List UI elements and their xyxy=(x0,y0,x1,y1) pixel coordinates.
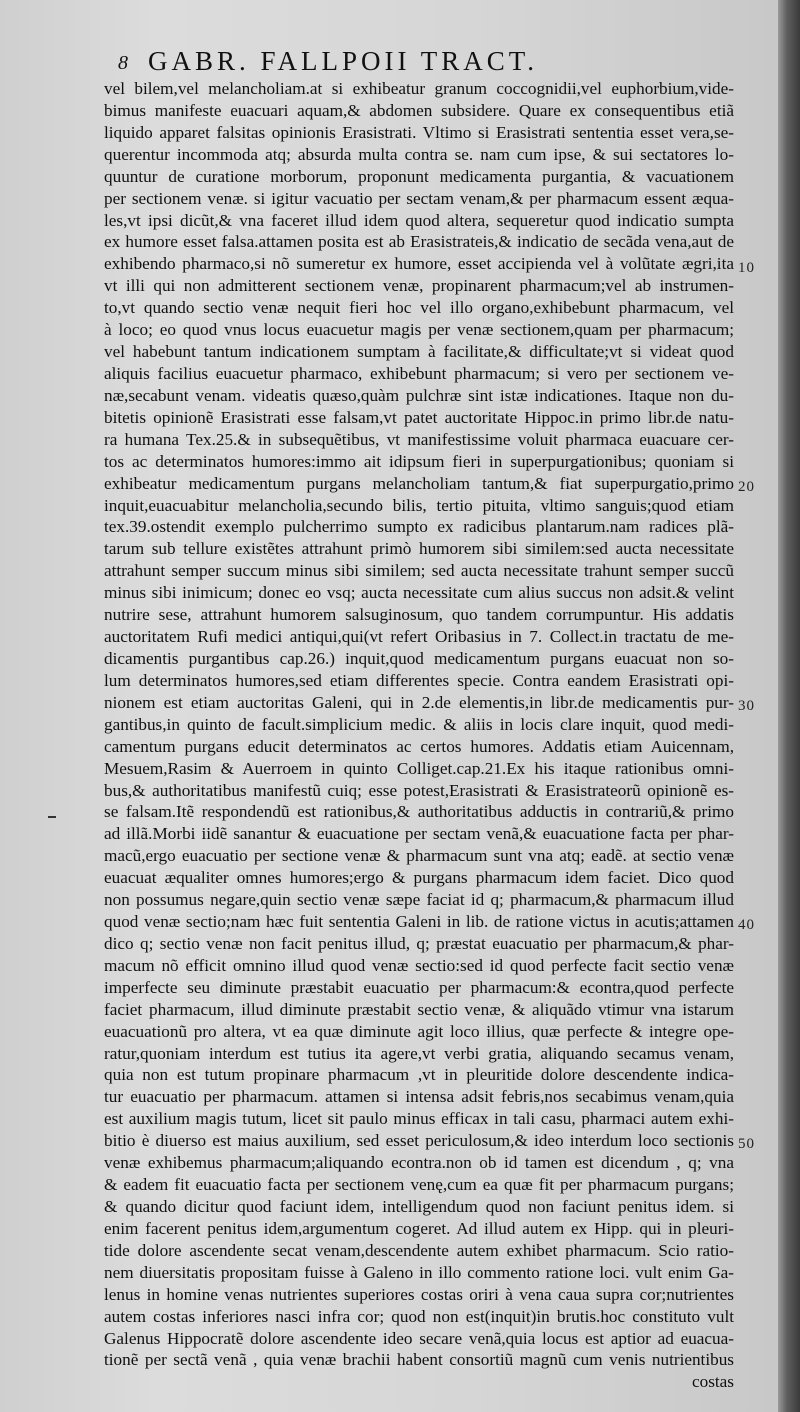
text-line: dico q; sectio venæ non facit penitus illud, q; præstat euacuatio per pharmacum,& phar- xyxy=(104,933,734,953)
text-line: ra humana Tex.25.& in subsequẽtibus, vt manifestissime voluit pharmaca euacuare cer- xyxy=(104,429,734,449)
text-line: Mesuem,Rasim & Auerroem in quinto Colliget.cap.21.Ex his itaque rationibus omni- xyxy=(104,758,734,778)
text-line: se falsam.Itẽ respondendũ est rationibus,& authoritatibus adductis in contrariũ,& primo xyxy=(104,802,734,822)
folio-number: 8 xyxy=(118,52,128,74)
text-line: euacuat æqualiter omnes humores;ergo & purgans pharmacum idem faciet. Dico quod xyxy=(104,868,734,888)
text-line: auctoritatem Rufi medici antiqui,qui(vt refert Oribasius in 7. Collect.in tractatu de me- xyxy=(104,627,734,647)
text-line: lenus in homine venas nutrientes superiores costas oriri à vena caua supra cor;nutrientes xyxy=(104,1284,734,1304)
text-line: macum nõ efficit omnino illud quod venæ sectio:sed id quod perfecte facit sectio venæ xyxy=(104,955,734,975)
text-line: nutrire sese, attrahunt humorem salsuginosum, quo tandem corrumpuntur. His addatis xyxy=(104,605,734,625)
text-line: tur euacuatio per pharmacum. attamen si intensa adsit febris,nos secabimus venam,quia xyxy=(104,1087,734,1107)
text-line: ex humore esset falsa.attamen posita est ab Erasistrateis,& indicatio de secãda vena,aut de xyxy=(104,232,734,252)
text-line: bimus manifeste euacuari aquam,& abdomen subsidere. Quare ex consequentibus etiã xyxy=(104,100,734,120)
text-line: exhibendo pharmaco,si nõ sumeretur ex humore, esset accipienda vel à volũtate ægri,ita xyxy=(104,254,734,274)
text-line: non possumus negare,quin sectio venæ sæpe faciat id q; pharmacum,& pharmacum illud xyxy=(104,890,734,910)
text-line: aliquis facilius euacuetur pharmaco, exhibebunt pharmacum; si vero per sectionem ve- xyxy=(104,363,734,383)
text-line: to,vt quando sectio venæ nequit fieri hoc vel illo organo,exhibebunt pharmacum, vel xyxy=(104,298,734,318)
text-line: bus,& authoritatibus manifestũ cuiq; esse potest,Erasistrati & Erasistrateorũ opinionẽ es- xyxy=(104,780,734,800)
text-line: vel bilem,vel melancholiam.at si exhibeatur granum coccognidii,vel euphorbium,vide- xyxy=(104,79,734,98)
body-text xyxy=(104,78,734,1393)
text-line: tionẽ per sectã venã , quia venæ brachii habent consortiũ magnũ cum venis nutrientibus xyxy=(104,1350,734,1370)
text-line: vt illi qui non admitterent sectionem venæ, propinarent pharmacum;vel ab instrumen- xyxy=(104,276,734,296)
page-header xyxy=(100,46,760,76)
text-line: dicamentis purgantibus cap.26.) inquit,quod medicamentum purgans euacuat non so- xyxy=(104,648,734,668)
text-line: tex.39.ostendit exemplo pulcherrimo sumpto ex radicibus plantarum.nam radices plã- xyxy=(104,517,734,537)
text-line: inquit,euacuabitur melancholia,secundo bilis, tertio pituita, vltimo sanguis;quod etiam xyxy=(104,495,734,515)
text-line: bitetis opinionẽ Erasistrati esse falsam,vt patet auctoritate Hippoc.in primo libr.de natu- xyxy=(104,407,734,427)
text-line: tos ac determinatos humores:immo ait idipsum fieri in superpurgationibus; quoniam si xyxy=(104,451,734,471)
margin-line-number: 20 xyxy=(738,479,755,495)
text-line: macũ,ergo euacuatio per sectione venæ & pharmacum sunt vna atq; eadẽ. at sectio venæ xyxy=(104,846,734,866)
text-line: attrahunt semper succum minus sibi similem; sed aucta necessitate trahunt semper succũ xyxy=(104,561,734,581)
text-line: næ,secabunt venam. videatis quæso,quàm pulchræ sint istæ indicationes. Itaque non du- xyxy=(104,385,734,405)
text-line: est auxilium magis tutum, licet sit paulo minus efficax in tali casu, pharmaci autem exhi- xyxy=(104,1109,734,1129)
text-line: minus sibi inimicum; donec eo vsq; aucta necessitate cum alius succus non adsit.& velint xyxy=(104,583,734,603)
margin-dash-mark xyxy=(48,816,56,818)
text-line: camentum purgans educit determinatos ac certos humores. Addatis etiam Auicennam, xyxy=(104,736,734,756)
text-line: nionem est etiam auctoritas Galeni, qui in 2.de elementis,in libr.de medicamentis pur- xyxy=(104,692,734,712)
text-line: quod venæ sectio;nam hæc fuit sententia Galeni in lib. de ratione victus in acutis;attamen xyxy=(104,912,734,932)
text-line: & eadem fit euacuatio facta per sectionem venę,cum ea quæ fit per pharmacum purgans; xyxy=(104,1175,734,1195)
text-line: lum determinatos humores,sed etiam differentes specie. Contra eandem Erasistrati opi- xyxy=(104,670,734,690)
text-line: à loco; eo quod vnus locus euacuetur magis per venæ sectionem,quam per pharmacum; xyxy=(104,320,734,340)
text-line: Galenus Hippocratẽ dolore ascendente ideo secare venã,quia locus est aptior ad euacua- xyxy=(104,1328,734,1348)
text-line: euacuationũ pro altera, vt ea quæ diminute agit loco illius, quæ perfecte & integre ope- xyxy=(104,1021,734,1041)
text-line: ratur,quoniam interdum est tutius ita agere,vt verbi gratia, aliquando secamus venam, xyxy=(104,1043,734,1063)
text-line: venæ exhibemus pharmacum;aliquando econtra.non ob id tamen est dicendum , q; vna xyxy=(104,1153,734,1173)
text-line: tide dolore ascendente secat venam,descendente autem exhibet pharmacum. Scio ratio- xyxy=(104,1240,734,1260)
text-line: exhibeatur medicamentum purgans melancholiam tantum,& fiat superpurgatio,primo xyxy=(104,473,734,493)
text-line: quia non est tutum propinare pharmacum ,vt in pleuritide dolore descendente indica- xyxy=(104,1065,734,1085)
text-line: imperfecte seu diminute præstabit euacuatio per pharmacum:& econtra,quod perfecte xyxy=(104,977,734,997)
text-line: vel habebunt tantum indicationem sumptam à facilitate,& difficultate;vt si videat quod xyxy=(104,342,734,362)
running-head: GABR. FALLPOII TRACT. xyxy=(148,46,539,76)
text-line: enim facerent penitus idem,argumentum cogeret. Ad illud autem ex Hipp. qui in pleuri- xyxy=(104,1218,734,1238)
text-line: ad illã.Morbi iidẽ sanantur & euacuatione per sectam venã,& euacuatione facta per phar- xyxy=(104,824,734,844)
text-line: quuntur de curatione morborum, proponunt medicamenta purgantia, & vacuationem xyxy=(104,166,734,186)
text-line: & quando dicitur quod faciunt idem, intelligendum quod non faciunt penitus idem. si xyxy=(104,1197,734,1217)
text-line: liquido apparet falsitas opinionis Erasistrati. Vltimo si Erasistrati sententia esset vera,se- xyxy=(104,122,734,142)
text-line: costas xyxy=(691,1372,734,1392)
binding-shadow xyxy=(778,0,800,1412)
text-line: les,vt ipsi dicũt,& vna faceret illud idem quod altera, sequeretur quod indicatio sumpta xyxy=(104,210,734,230)
text-line: faciet pharmacum, illud diminute præstabit sectio venæ, & aliquãdo vtimur vna istarum xyxy=(104,999,734,1019)
text-line: tarum sub tellure existẽtes attrahunt primò humorem sibi similem:sed aucta necessitate xyxy=(104,539,734,559)
margin-line-number: 30 xyxy=(738,698,755,714)
text-line: gantibus,in quinto de facult.simplicium medic. & aliis in locis clare inquit, quod medi- xyxy=(104,714,734,734)
margin-line-number: 10 xyxy=(738,260,755,276)
text-line: nem diuersitatis propositam fuisse à Galeno in illo commento ratione loci. vult enim Ga- xyxy=(104,1262,734,1282)
text-line: bitio è diuerso est maius auxilium, sed esset periculosum,& ideo interdum loco sectionis xyxy=(104,1131,734,1151)
margin-line-number: 50 xyxy=(738,1136,755,1152)
text-line: querentur incommoda atq; absurda multa contra se. nam cum ipse, & sui sectatores lo- xyxy=(104,144,734,164)
text-line: per sectionem venæ. si igitur vacuatio per sectam venam,& per pharmacum essent æqua- xyxy=(104,188,734,208)
text-line: autem costas inferiores nasci infra cor; quod non est(inquit)in brutis.hoc constituto vult xyxy=(104,1306,734,1326)
margin-line-number: 40 xyxy=(738,917,755,933)
